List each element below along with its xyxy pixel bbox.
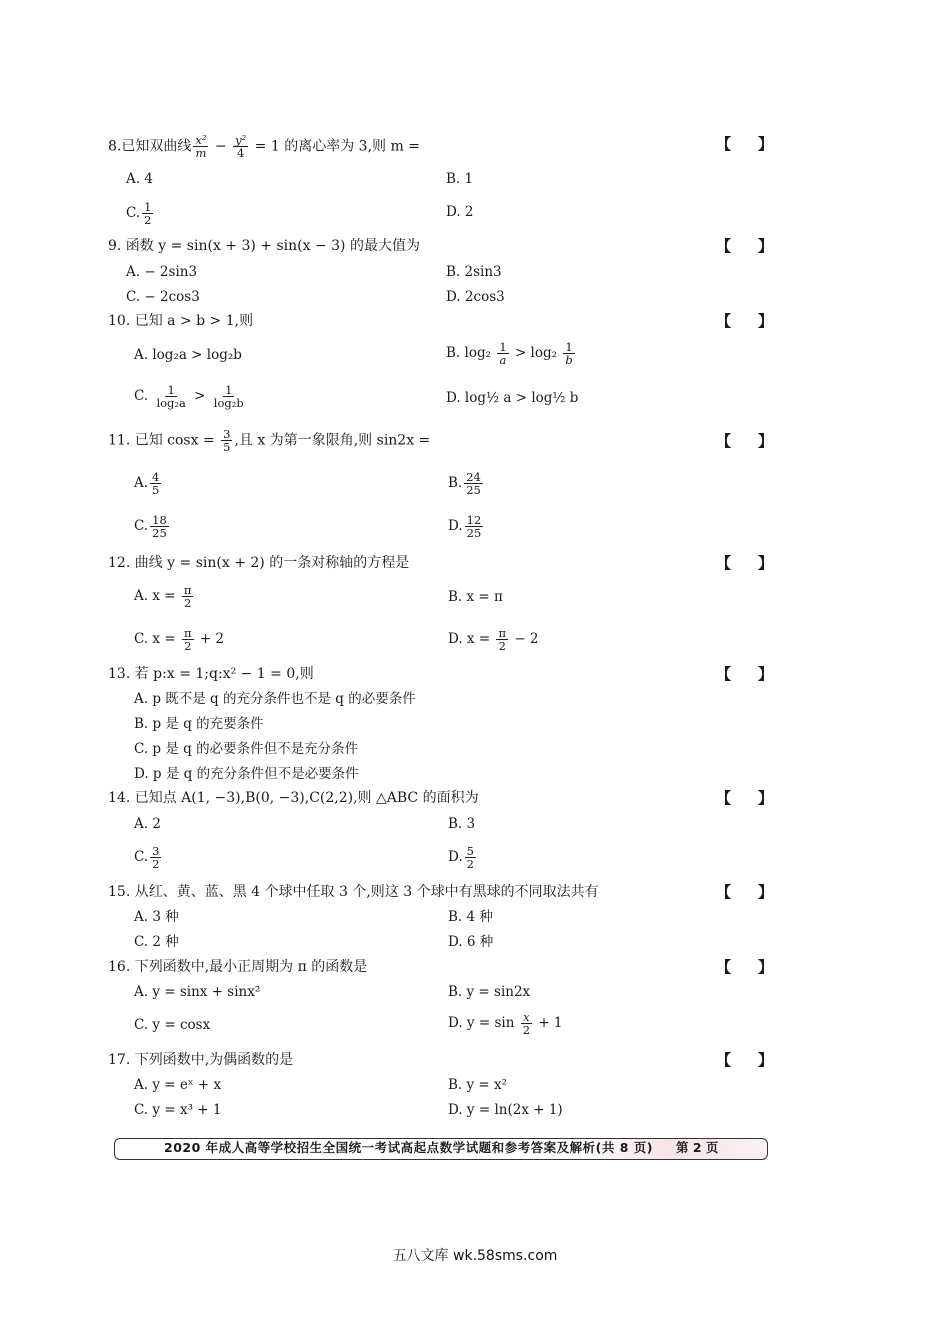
question-14-stem: 14. 已知点 A(1, −3),B(0, −3),C(2,2),则 △ABC 的面积为	[108, 790, 479, 806]
q11-d-fraction	[465, 514, 484, 539]
q10-b-f2-num: 1	[565, 340, 573, 354]
q11-c-label: C.	[134, 518, 149, 534]
q15-option-d: D. 6 种	[448, 934, 494, 950]
bracket-left: 【	[716, 789, 732, 807]
q14-option-d	[448, 845, 478, 870]
q16-d-fraction	[521, 1011, 532, 1036]
q11-option-c	[134, 514, 171, 539]
q17-option-a: A. y = eˣ + x	[134, 1077, 222, 1093]
question-12-stem: 12. 曲线 y = sin(x + 2) 的一条对称轴的方程是	[108, 555, 410, 571]
q16-option-b: B. y = sin2x	[448, 984, 531, 1000]
q9-option-b: B. 2sin3	[446, 264, 502, 280]
q15-option-a: A. 3 种	[134, 909, 179, 925]
q10-b-f1-den: a	[499, 353, 507, 367]
q16-d-num: x	[523, 1010, 530, 1024]
q10-b-f2-den: b	[565, 353, 573, 367]
q8-f2-den: 4	[237, 146, 245, 160]
q12-option-c	[134, 627, 224, 652]
bracket-left: 【	[716, 883, 732, 901]
q14-c-label: C.	[134, 849, 149, 865]
q13-option-d: D. p 是 q 的充分条件但不是必要条件	[134, 766, 359, 782]
bracket-right: 】	[758, 237, 774, 255]
q8-c-num: 1	[144, 200, 152, 214]
q12-c-fraction	[182, 627, 194, 652]
bracket-left: 【	[716, 958, 732, 976]
q14-option-b: B. 3	[448, 816, 476, 832]
q16-d-post: + 1	[538, 1015, 563, 1031]
q9-option-d: D. 2cos3	[446, 289, 505, 305]
q16-d-label: D. y = sin	[448, 1015, 515, 1031]
q8-prefix: 8.已知双曲线	[108, 138, 192, 155]
q10-b-fraction-1	[497, 341, 508, 366]
bracket-left: 【	[716, 554, 732, 572]
q8-option-b: B. 1	[446, 171, 474, 187]
question-9-stem: 9. 函数 y = sin(x + 3) + sin(x − 3) 的最大值为	[108, 238, 420, 254]
q12-d-fraction	[496, 627, 508, 652]
q13-option-a: A. p 既不是 q 的充分条件也不是 q 的必要条件	[134, 691, 416, 707]
q12-option-a	[134, 584, 195, 609]
bracket-right: 】	[758, 135, 774, 153]
q12-option-b: B. x = π	[448, 589, 503, 605]
q12-d-num: π	[498, 626, 507, 640]
q10-b-label: B. log₂	[446, 345, 492, 361]
q8-fraction-2	[233, 134, 248, 159]
q11-b-fraction	[464, 471, 483, 496]
q11-option-d	[448, 514, 485, 539]
bracket-left: 【	[716, 237, 732, 255]
q14-option-c	[134, 845, 163, 870]
bracket-right: 】	[758, 883, 774, 901]
q10-b-mid: > log₂	[514, 345, 558, 361]
q17-option-d: D. y = ln(2x + 1)	[448, 1102, 563, 1118]
q8-f2-num: y²	[235, 133, 247, 147]
q14-option-a: A. 2	[134, 816, 161, 832]
q13-option-c: C. p 是 q 的必要条件但不是充分条件	[134, 741, 359, 757]
q11-d-num: 12	[466, 513, 482, 527]
bracket-right: 】	[758, 554, 774, 572]
q8-c-label: C.	[126, 205, 141, 221]
q12-d-label: D. x =	[448, 631, 491, 647]
question-8-stem	[108, 134, 668, 159]
q12-d-post: − 2	[514, 631, 539, 647]
q10-c-fraction-2	[212, 384, 246, 409]
bracket-left: 【	[716, 312, 732, 330]
q16-option-a: A. y = sinx + sinx²	[134, 984, 261, 1000]
q14-d-den: 2	[466, 857, 474, 871]
q12-c-post: + 2	[199, 631, 225, 647]
q10-c-f1-den: log₂a	[156, 396, 186, 410]
q10-c-f2-den: log₂b	[213, 396, 244, 410]
q16-d-den: 2	[522, 1023, 531, 1037]
bracket-left: 【	[716, 135, 732, 153]
bracket-left: 【	[716, 1051, 732, 1069]
q12-d-den: 2	[498, 639, 506, 653]
q11-stem-pre: 11. 已知 cosx =	[108, 432, 215, 449]
q14-c-fraction	[150, 845, 161, 870]
q10-option-b	[446, 341, 577, 366]
q11-b-label: B.	[448, 475, 463, 491]
footer-page-number: 第 2 页	[676, 1140, 719, 1155]
q9-option-a: A. − 2sin3	[126, 264, 198, 280]
q10-b-fraction-2	[563, 341, 574, 366]
q8-option-a: A. 4	[126, 171, 153, 187]
q11-c-fraction	[150, 514, 169, 539]
q12-a-fraction	[182, 584, 194, 609]
q10-c-f2-num: 1	[225, 383, 233, 397]
q11-b-num: 24	[466, 470, 481, 484]
q12-c-num: π	[183, 626, 192, 640]
q10-c-label: C.	[134, 388, 149, 404]
q8-fraction-1	[193, 134, 208, 159]
bracket-left: 【	[716, 665, 732, 683]
q11-option-b	[448, 471, 485, 496]
question-10-stem: 10. 已知 a > b > 1,则	[108, 313, 254, 329]
q15-option-c: C. 2 种	[134, 934, 179, 950]
q10-option-a: A. log₂a > log₂b	[134, 347, 242, 363]
q8-f1-num: x²	[195, 133, 207, 147]
q16-option-d	[448, 1011, 563, 1036]
q16-option-c: C. y = cosx	[134, 1017, 211, 1033]
q8-c-den: 2	[144, 213, 152, 227]
q10-option-c	[134, 384, 248, 409]
q8-option-d: D. 2	[446, 204, 474, 220]
q12-c-label: C. x =	[134, 631, 176, 647]
q14-d-fraction	[465, 845, 476, 870]
q8-minus: −	[214, 138, 227, 155]
q11-d-label: D.	[448, 518, 463, 534]
q11-stem-num: 3	[223, 427, 231, 441]
bracket-right: 】	[758, 958, 774, 976]
q8-f1-den: m	[195, 146, 207, 160]
bracket-right: 】	[758, 1051, 774, 1069]
q17-option-b: B. y = x²	[448, 1077, 508, 1093]
q15-option-b: B. 4 种	[448, 909, 493, 925]
q14-c-den: 2	[152, 857, 160, 871]
question-13-stem: 13. 若 p:x = 1;q:x² − 1 = 0,则	[108, 666, 314, 682]
question-15-stem: 15. 从红、黄、蓝、黑 4 个球中任取 3 个,则这 3 个球中有黑球的不同取法共有	[108, 884, 599, 900]
footer-title: 2020 年成人高等学校招生全国统一考试高起点数学试题和参考答案及解析(共 8 页)	[164, 1140, 653, 1155]
q11-d-den: 25	[466, 526, 482, 540]
q12-option-d	[448, 627, 539, 652]
q13-option-b: B. p 是 q 的充要条件	[134, 716, 264, 732]
q14-d-label: D.	[448, 849, 463, 865]
q14-c-num: 3	[152, 844, 160, 858]
q10-option-d: D. log½ a > log½ b	[446, 390, 579, 406]
q11-stem-den: 5	[223, 440, 231, 454]
q10-c-mid: >	[194, 388, 206, 404]
bracket-right: 】	[758, 789, 774, 807]
q8-suffix: = 1 的离心率为 3,则 m =	[254, 138, 420, 155]
q11-b-den: 25	[466, 483, 481, 497]
q17-option-c: C. y = x³ + 1	[134, 1102, 222, 1118]
q11-a-label: A.	[134, 475, 149, 491]
q11-option-a	[134, 471, 163, 496]
q11-c-num: 18	[152, 513, 167, 527]
q12-c-den: 2	[184, 639, 192, 653]
q10-b-f1-num: 1	[499, 340, 507, 354]
q12-a-label: A. x =	[134, 588, 176, 604]
question-11-stem	[108, 428, 668, 453]
q11-stem-post: ,且 x 为第一象限角,则 sin2x =	[234, 432, 431, 449]
q12-a-den: 2	[183, 596, 192, 610]
q8-option-c	[126, 201, 155, 226]
bracket-right: 】	[758, 665, 774, 683]
q11-c-den: 25	[152, 526, 167, 540]
bracket-right: 】	[758, 432, 774, 450]
q11-a-den: 5	[152, 483, 160, 497]
q11-stem-fraction	[221, 428, 232, 453]
question-16-stem: 16. 下列函数中,最小正周期为 π 的函数是	[108, 959, 368, 975]
q11-a-fraction	[150, 471, 161, 496]
q12-a-num: π	[183, 583, 192, 597]
q8-c-fraction	[142, 201, 153, 226]
bracket-right: 】	[758, 312, 774, 330]
q11-a-num: 4	[152, 470, 160, 484]
q10-c-fraction-1	[154, 384, 187, 409]
q14-d-num: 5	[466, 844, 474, 858]
bracket-left: 【	[716, 432, 732, 450]
q9-option-c: C. − 2cos3	[126, 289, 200, 305]
q10-c-f1-num: 1	[167, 383, 175, 397]
question-17-stem: 17. 下列函数中,为偶函数的是	[108, 1052, 294, 1068]
site-watermark: 五八文库 wk.58sms.com	[392, 1248, 558, 1264]
